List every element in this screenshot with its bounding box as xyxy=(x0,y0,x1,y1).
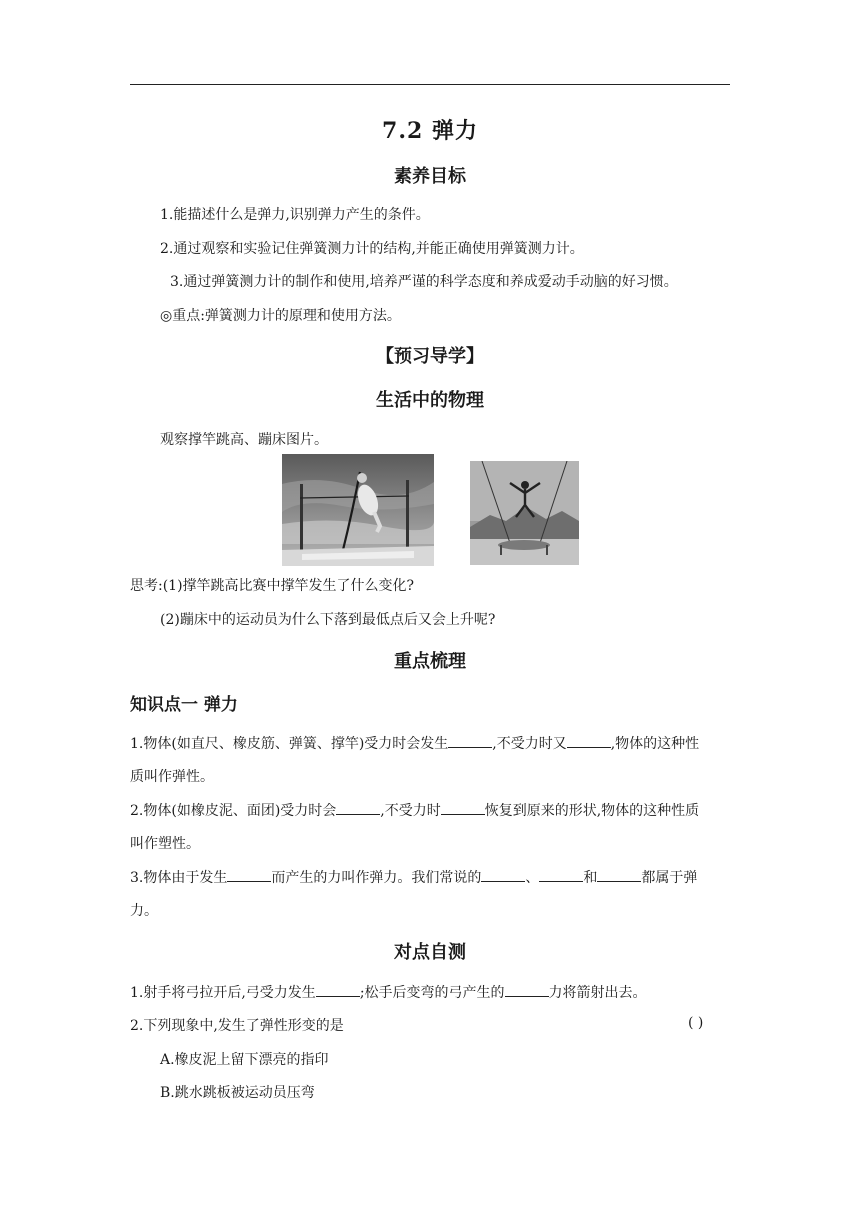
fill-blank[interactable] xyxy=(481,867,525,882)
knowledge-item-1-line1: 1.物体(如直尺、橡皮筋、弹簧、撑竿)受力时会发生 ,不受力时又 ,物体的这种性 xyxy=(130,733,699,753)
self-test-heading: 对点自测 xyxy=(394,942,466,963)
option-b[interactable]: B.跳水跳板被运动员压弯 xyxy=(160,1085,315,1101)
header-rule xyxy=(130,84,730,85)
life-physics-heading: 生活中的物理 xyxy=(376,390,484,411)
fill-blank[interactable] xyxy=(597,867,641,882)
fill-blank[interactable] xyxy=(567,733,611,748)
knowledge-item-1-line2: 质叫作弹性。 xyxy=(130,769,214,785)
fill-blank[interactable] xyxy=(505,982,549,997)
fill-blank[interactable] xyxy=(336,800,380,815)
answer-paren[interactable]: ( ) xyxy=(688,1015,704,1031)
test-question-1: 1.射手将弓拉开后,弓受力发生 ;松手后变弯的弓产生的 力将箭射出去。 xyxy=(130,982,647,1002)
fill-blank[interactable] xyxy=(448,733,492,748)
preview-heading: 【预习导学】 xyxy=(376,346,484,367)
observe-text: 观察撑竿跳高、蹦床图片。 xyxy=(160,432,328,448)
key-point-note: ◎重点:弹簧测力计的原理和使用方法。 xyxy=(160,308,401,324)
goal-item-1: 1.能描述什么是弹力,识别弹力产生的条件。 xyxy=(160,207,430,223)
goal-item-3: 3.通过弹簧测力计的制作和使用,培养严谨的科学态度和养成爱动手动脑的好习惯。 xyxy=(170,274,678,290)
knowledge-item-3-line2: 力。 xyxy=(130,903,158,919)
fill-blank[interactable] xyxy=(227,867,271,882)
knowledge-item-2-line1: 2.物体(如橡皮泥、面团)受力时会 ,不受力时 恢复到原来的形状,物体的这种性质 xyxy=(130,800,699,820)
pole-vault-image xyxy=(282,454,434,566)
page-title: 7.2 弹力 xyxy=(382,118,478,144)
fill-blank[interactable] xyxy=(441,800,485,815)
think-question-1: 思考:(1)撑竿跳高比赛中撑竿发生了什么变化? xyxy=(130,578,415,594)
knowledge-item-3-line1: 3.物体由于发生 而产生的力叫作弹力。我们常说的 、 和 都属于弹 xyxy=(130,867,697,887)
think-question-2: (2)蹦床中的运动员为什么下落到最低点后又会上升呢? xyxy=(160,612,496,628)
fill-blank[interactable] xyxy=(539,867,583,882)
goal-item-2: 2.通过观察和实验记住弹簧测力计的结构,并能正确使用弹簧测力计。 xyxy=(160,241,584,257)
option-a[interactable]: A.橡皮泥上留下漂亮的指印 xyxy=(160,1052,329,1068)
goals-heading: 素养目标 xyxy=(394,166,466,187)
key-heading: 重点梳理 xyxy=(394,651,466,672)
fill-blank[interactable] xyxy=(316,982,360,997)
test-question-2: 2.下列现象中,发生了弹性形变的是 xyxy=(130,1018,344,1034)
trampoline-image xyxy=(470,461,579,565)
knowledge-point-heading: 知识点一 弹力 xyxy=(130,695,238,715)
knowledge-item-2-line2: 叫作塑性。 xyxy=(130,836,200,852)
